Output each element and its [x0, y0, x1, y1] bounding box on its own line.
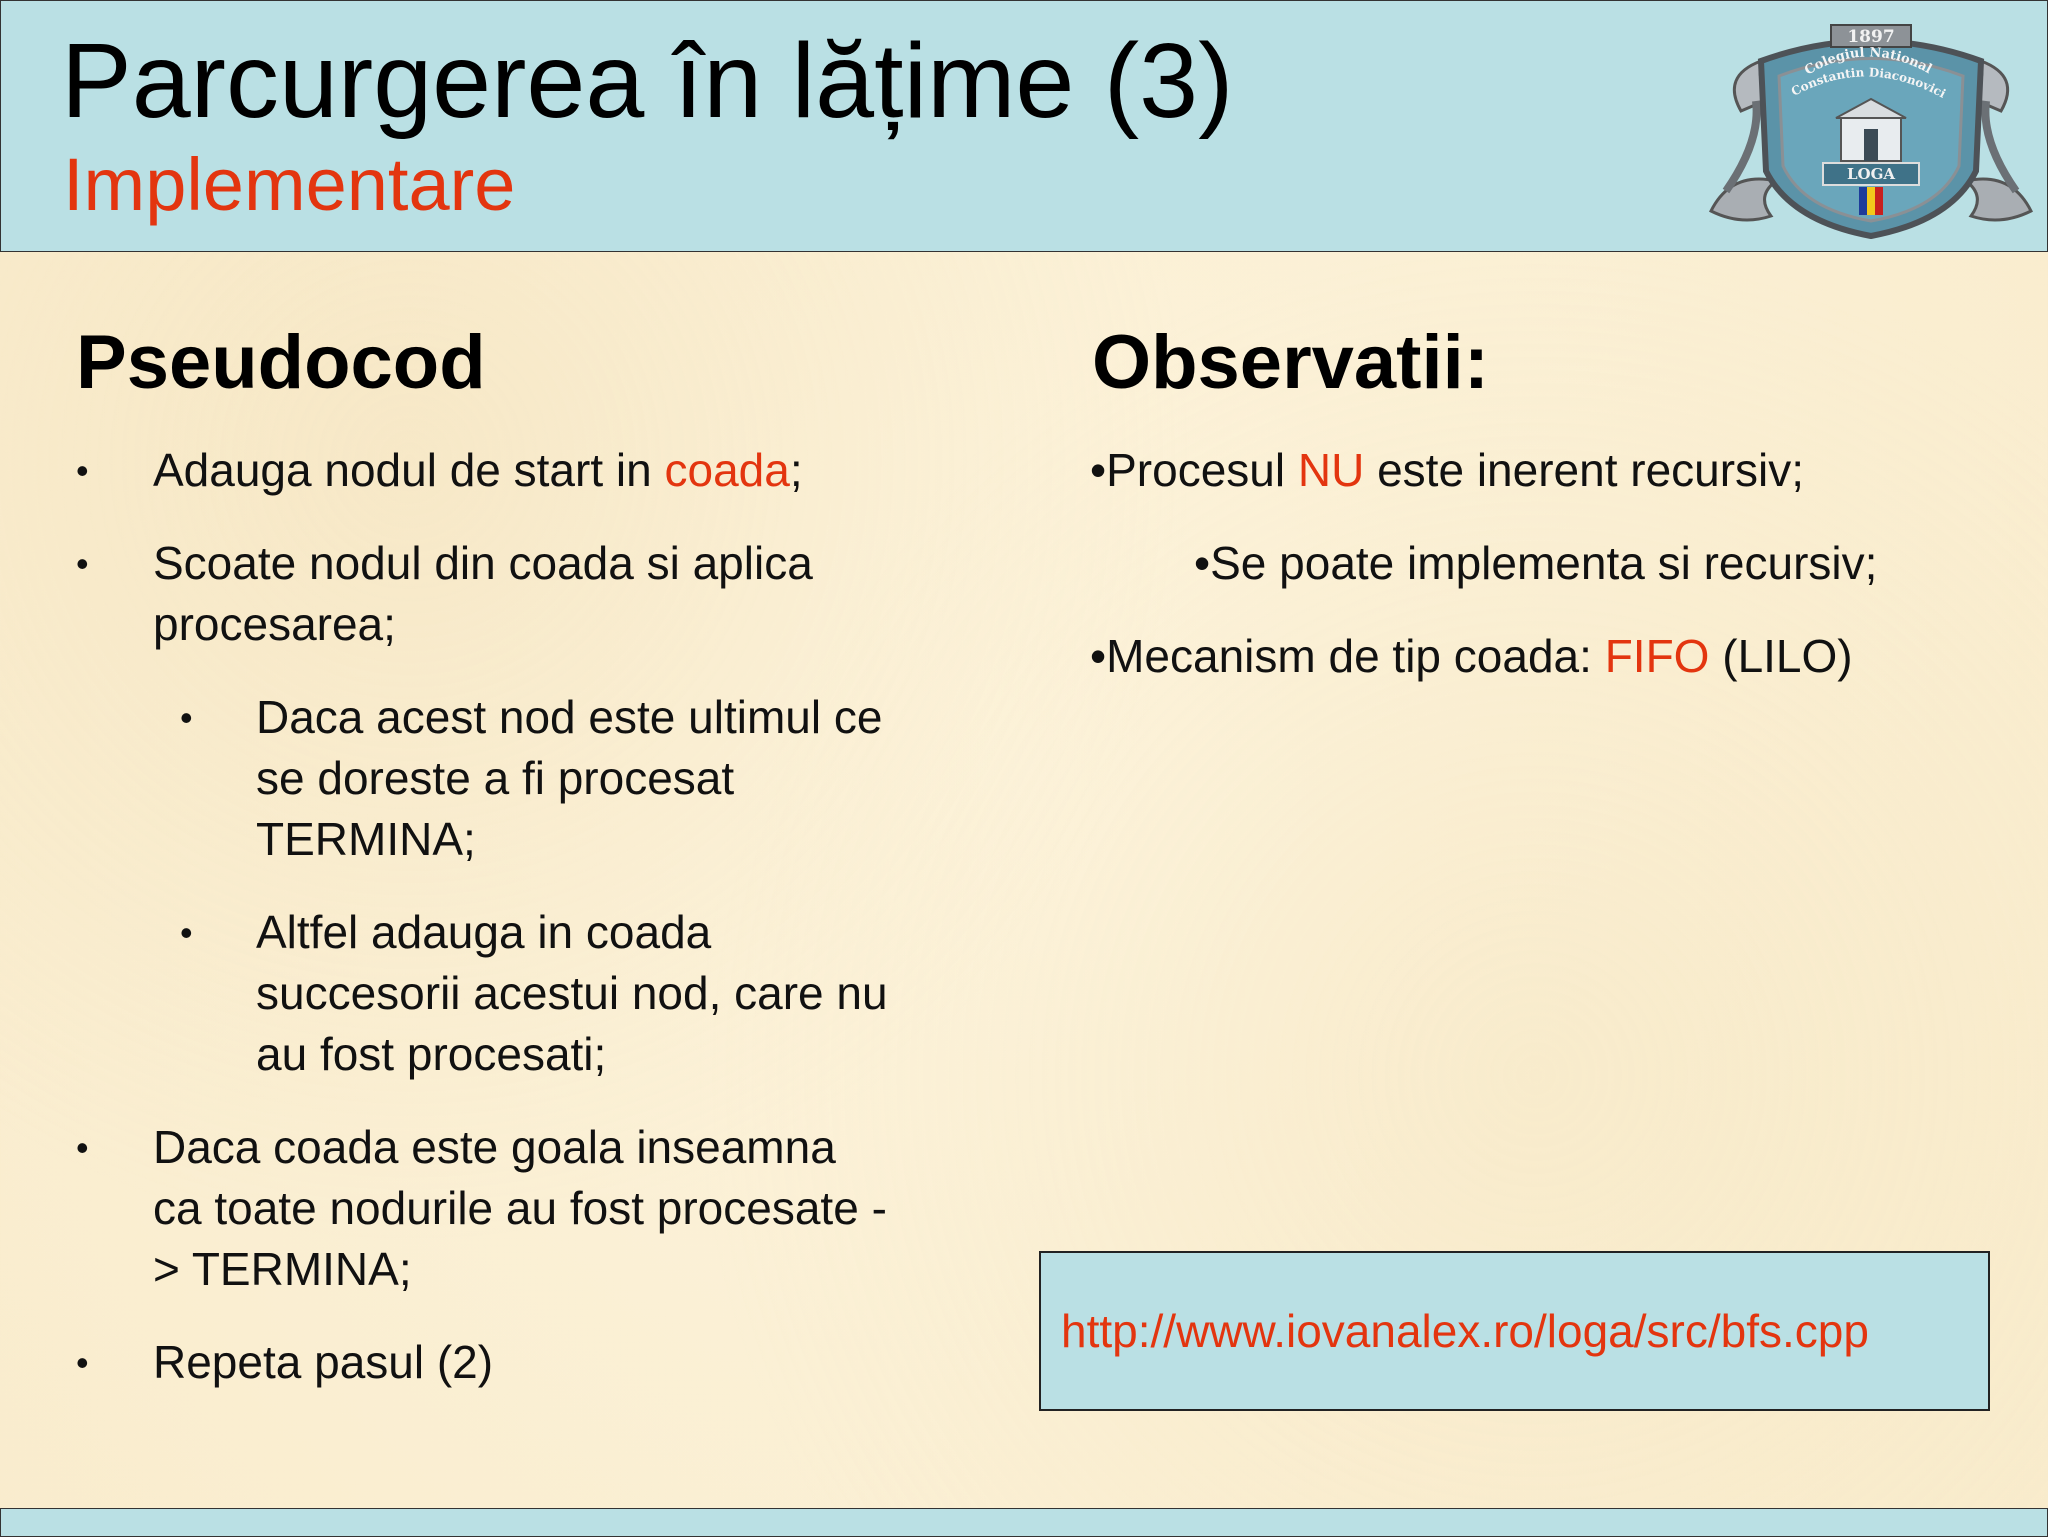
observation-item: •Procesul NU este inerent recursiv; [1090, 444, 1805, 496]
school-crest-logo [1701, 21, 2041, 243]
list-item: • Scoate nodul din coada si aplica procesarea; [0, 533, 893, 655]
bullet-icon: • [76, 543, 89, 584]
bullet-icon: • [76, 1127, 89, 1168]
observations-heading: Observatii: [1092, 320, 1490, 405]
list-subitem: • Altfel adauga in coada succesorii acestui nod, care nu au fost procesati; [0, 902, 896, 1085]
bullet-icon: • [76, 450, 89, 491]
source-link-box [1039, 1251, 1990, 1411]
observation-subitem: •Se poate implementa si recursiv; [1194, 537, 1878, 589]
observations-list [1090, 440, 2040, 719]
slide-title: Parcurgerea în lățime (3) [61, 22, 1234, 140]
source-code-link[interactable]: http://www.iovanalex.ro/loga/src/bfs.cpp [1061, 1305, 1869, 1357]
pseudocode-heading: Pseudocod [76, 320, 486, 405]
crest-arc-line2: Constantin Diaconovici [1788, 65, 1949, 101]
bullet-icon: • [180, 912, 193, 953]
list-item: • Daca coada este goala inseamna ca toate nodurile au fost procesate -> TERMINA; [0, 1117, 893, 1300]
bullet-icon: • [76, 1342, 89, 1383]
highlight-fifo: FIFO [1604, 630, 1710, 682]
highlight-coada: coada [664, 444, 790, 496]
highlight-nu: NU [1297, 444, 1365, 496]
list-subitem: • Daca acest nod este ultimul ce se doreste a fi procesat TERMINA; [0, 687, 896, 870]
crest-year: 1897 [1847, 27, 1895, 47]
slide-header [0, 0, 2048, 252]
bullet-icon: • [180, 697, 193, 738]
slide-subtitle: Implementare [63, 143, 516, 226]
pseudocode-list [0, 440, 1000, 1425]
list-item: • Adauga nodul de start in coada; [0, 440, 893, 501]
footer-bar [0, 1508, 2048, 1537]
observation-item: •Mecanism de tip coada: FIFO (LILO) [1090, 630, 1853, 682]
crest-banner: LOGA [1846, 165, 1896, 183]
list-item: • Repeta pasul (2) [0, 1332, 893, 1393]
crest-arc-line1: Colegiul National [1802, 45, 1935, 79]
